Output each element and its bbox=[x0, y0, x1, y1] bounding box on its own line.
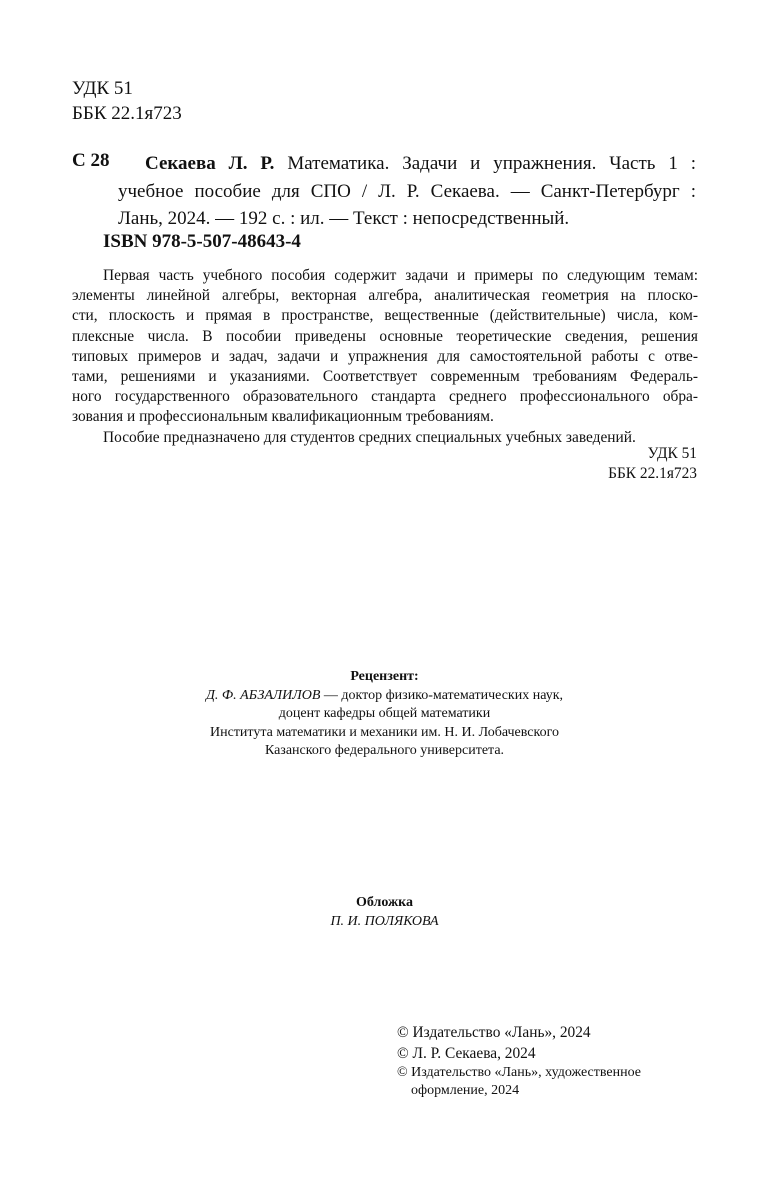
abstract-line: элементы линейной алгебры, векторная алгебра, аналитическая геометрия на плоско- bbox=[72, 287, 698, 305]
reviewer-degree: — доктор физико-математических наук, bbox=[320, 687, 564, 703]
copyright-publisher: © Издательство «Лань», 2024 bbox=[397, 1024, 591, 1041]
abstract-line: тами, решениями и указаниями. Соответствует современным требованиям Федераль- bbox=[72, 368, 698, 386]
entry-line-3: Лань, 2024. — 192 с. : ил. — Текст : непосредственный. bbox=[118, 208, 570, 229]
abstract-line: ного государственного образовательного стандарта среднего профессионального обра- bbox=[72, 388, 698, 406]
udk-code: УДК 51 bbox=[647, 445, 697, 462]
isbn: ISBN 978-5-507-48643-4 bbox=[103, 231, 301, 252]
bbk-code: ББК 22.1я723 bbox=[608, 465, 697, 482]
copyright-block bbox=[397, 1023, 641, 1100]
udk-code: УДК 51 bbox=[72, 78, 133, 99]
abstract-line: зования и профессиональным квалификационным требованиям. bbox=[72, 408, 494, 426]
reviewer-line-2: доцент кафедры общей математики bbox=[278, 706, 491, 721]
abstract-line: Первая часть учебного пособия содержит задачи и примеры по следующим темам: bbox=[103, 267, 698, 284]
author-name: Секаева Л. Р. bbox=[145, 153, 275, 174]
copyright-design-cont: оформление, 2024 bbox=[411, 1083, 520, 1098]
abstract-paragraph-1 bbox=[72, 266, 698, 428]
entry-line-2: учебное пособие для СПО / Л. Р. Секаева. — Санкт-Петербург : bbox=[118, 180, 696, 202]
cover-designer: П. И. ПОЛЯКОВА bbox=[330, 914, 439, 929]
author-sign: С 28 bbox=[72, 150, 110, 171]
reviewer-line-3: Института математики и механики им. Н. И. Лобачевского bbox=[210, 724, 559, 740]
reviewer-line-1 bbox=[0, 687, 769, 706]
bibliographic-entry bbox=[118, 150, 696, 233]
abstract-line: плексные числа. В пособии приведены основные теоретические сведения, решения bbox=[72, 327, 698, 345]
abstract bbox=[72, 266, 698, 448]
reviewer-block bbox=[0, 668, 769, 761]
copyright-design: © Издательство «Лань», художественное bbox=[397, 1065, 641, 1080]
abstract-line: сти, плоскость и прямая в пространстве, вещественные (действительные) числа, ком- bbox=[72, 307, 698, 325]
abstract-paragraph-2 bbox=[72, 428, 698, 448]
entry-title: Математика. Задачи и упражнения. Часть 1 : bbox=[287, 153, 696, 174]
cover-heading: Обложка bbox=[355, 895, 414, 910]
abstract-line: Пособие предназначено для студентов средних специальных учебных заведений. bbox=[103, 428, 636, 446]
copyright-author: © Л. Р. Секаева, 2024 bbox=[397, 1044, 536, 1062]
classification-bottom bbox=[608, 444, 697, 484]
abstract-line: типовых примеров и задач, задачи и упражнения для самостоятельной работы с отве- bbox=[72, 347, 698, 365]
cover-credit bbox=[0, 893, 769, 931]
classification-top bbox=[72, 76, 182, 126]
entry-line-1 bbox=[145, 150, 696, 178]
reviewer-line-4: Казанского федерального университета. bbox=[264, 743, 505, 758]
bbk-code: ББК 22.1я723 bbox=[72, 103, 182, 124]
reviewer-name: Д. Ф. АБЗАЛИЛОВ bbox=[205, 687, 321, 703]
reviewer-heading: Рецензент: bbox=[350, 669, 419, 684]
